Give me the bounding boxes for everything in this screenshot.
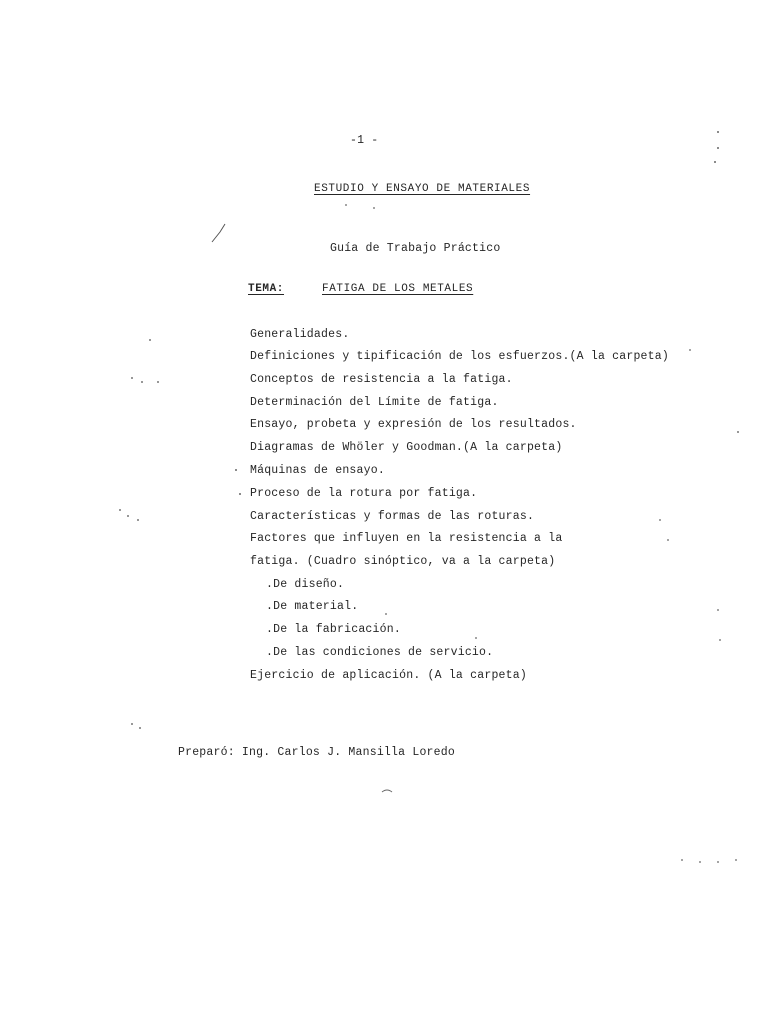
list-item: Conceptos de resistencia a la fatiga. [250, 373, 513, 386]
list-item: Definiciones y tipificación de los esfuerzos.(A la carpeta) [250, 350, 669, 363]
preparer-signature-line: Preparó: Ing. Carlos J. Mansilla Loredo [178, 746, 455, 759]
list-item: fatiga. (Cuadro sinóptico, va a la carpeta) [250, 555, 556, 568]
document-title: ESTUDIO Y ENSAYO DE MATERIALES [314, 183, 531, 195]
list-item: Ensayo, probeta y expresión de los resultados. [250, 418, 577, 431]
list-item: Máquinas de ensayo. [250, 464, 385, 477]
list-item: Factores que influyen en la resistencia a la [250, 532, 563, 545]
sub-list-item: .De las condiciones de servicio. [266, 646, 494, 659]
tema-value: FATIGA DE LOS METALES [322, 283, 474, 295]
list-item: Diagramas de Whöler y Goodman.(A la carpeta) [250, 441, 563, 454]
list-item: Ejercicio de aplicación. (A la carpeta) [250, 669, 527, 682]
document-subtitle: Guía de Trabajo Práctico [330, 242, 501, 255]
page-number: -1 - [350, 134, 379, 147]
list-item: Proceso de la rotura por fatiga. [250, 487, 478, 500]
list-item: Características y formas de las roturas. [250, 510, 535, 523]
sub-list-item: .De la fabricación. [266, 623, 401, 636]
sub-list-item: .De diseño. [266, 578, 345, 591]
list-item: Determinación del Límite de fatiga. [250, 396, 499, 409]
list-item: Generalidades. [250, 328, 350, 341]
tema-label: TEMA: [248, 283, 285, 295]
sub-list-item: .De material. [266, 600, 359, 613]
